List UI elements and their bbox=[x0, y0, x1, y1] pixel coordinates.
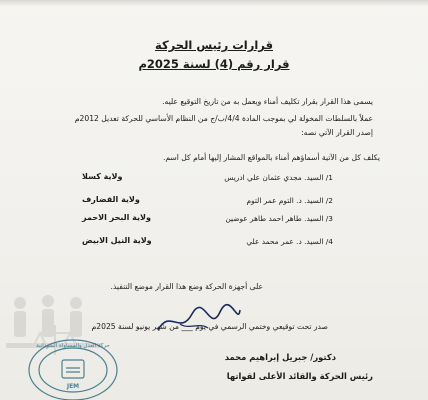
signatory-role: رئيس الحركة والقائد الأعلى لقواتها bbox=[226, 371, 373, 381]
page-top-edge bbox=[0, 0, 428, 6]
paragraph-intro: يسمى هذا القرار بقرار تكليف أمناء ويعمل به من تاريخ التوقيع عليه. bbox=[162, 97, 373, 106]
document-title: قرارات رئيس الحركة bbox=[154, 38, 273, 52]
paragraph-authority: عملاً بالسلطات المخولة لي بموجب المادة 4/4/ب/ج من النظام الأساسي للحركة تعديل 2012م bbox=[74, 114, 373, 123]
paragraph-assign: يكلف كل من الآتية أسماؤهم أمناء بالمواقع المشار إليها أمام كل اسم. bbox=[162, 153, 380, 162]
paragraph-issue: إصدر القرار الآتي نصه: bbox=[301, 128, 373, 137]
svg-text:JEM: JEM bbox=[66, 383, 80, 390]
assignee-name-1: 1/ السيد. مجدي عثمان علي ادريس bbox=[224, 173, 333, 182]
official-seal-icon bbox=[18, 330, 138, 400]
assignee-state-1: ولاية كسلا bbox=[82, 172, 123, 181]
assignee-name-2: 2/ السيد. د. التوم عمر التوم bbox=[246, 196, 333, 205]
assignee-state-3: ولاية البحر الاحمر bbox=[82, 213, 151, 222]
assignee-name-3: 3/ السيد. طاهر احمد طاهر عوضين bbox=[225, 214, 333, 223]
signatory-name: دكتور/ جبريل إبراهيم محمد bbox=[224, 352, 336, 362]
handwritten-signature-icon bbox=[150, 300, 245, 342]
svg-text:حركة العدل والمساواة السودانية: حركة العدل والمساواة السودانية bbox=[36, 343, 110, 349]
assignee-name-4: 4/ السيد. د. عمر محمد علي bbox=[246, 237, 333, 246]
assignee-state-2: ولاية القضارف bbox=[82, 195, 140, 204]
decision-number: قرار رقم (4) لسنة 2025م bbox=[138, 57, 290, 71]
assignee-state-4: ولاية النيل الابيض bbox=[82, 236, 152, 245]
paragraph-execute: على أجهزة الحركة وضع هذا القرار موضع التنفيذ. bbox=[110, 282, 263, 291]
issued-date-line: صدر تحت توقيعي وختمي الرسمي في يوم ___ من شهر يونيو لسنة 2025م bbox=[91, 322, 328, 331]
